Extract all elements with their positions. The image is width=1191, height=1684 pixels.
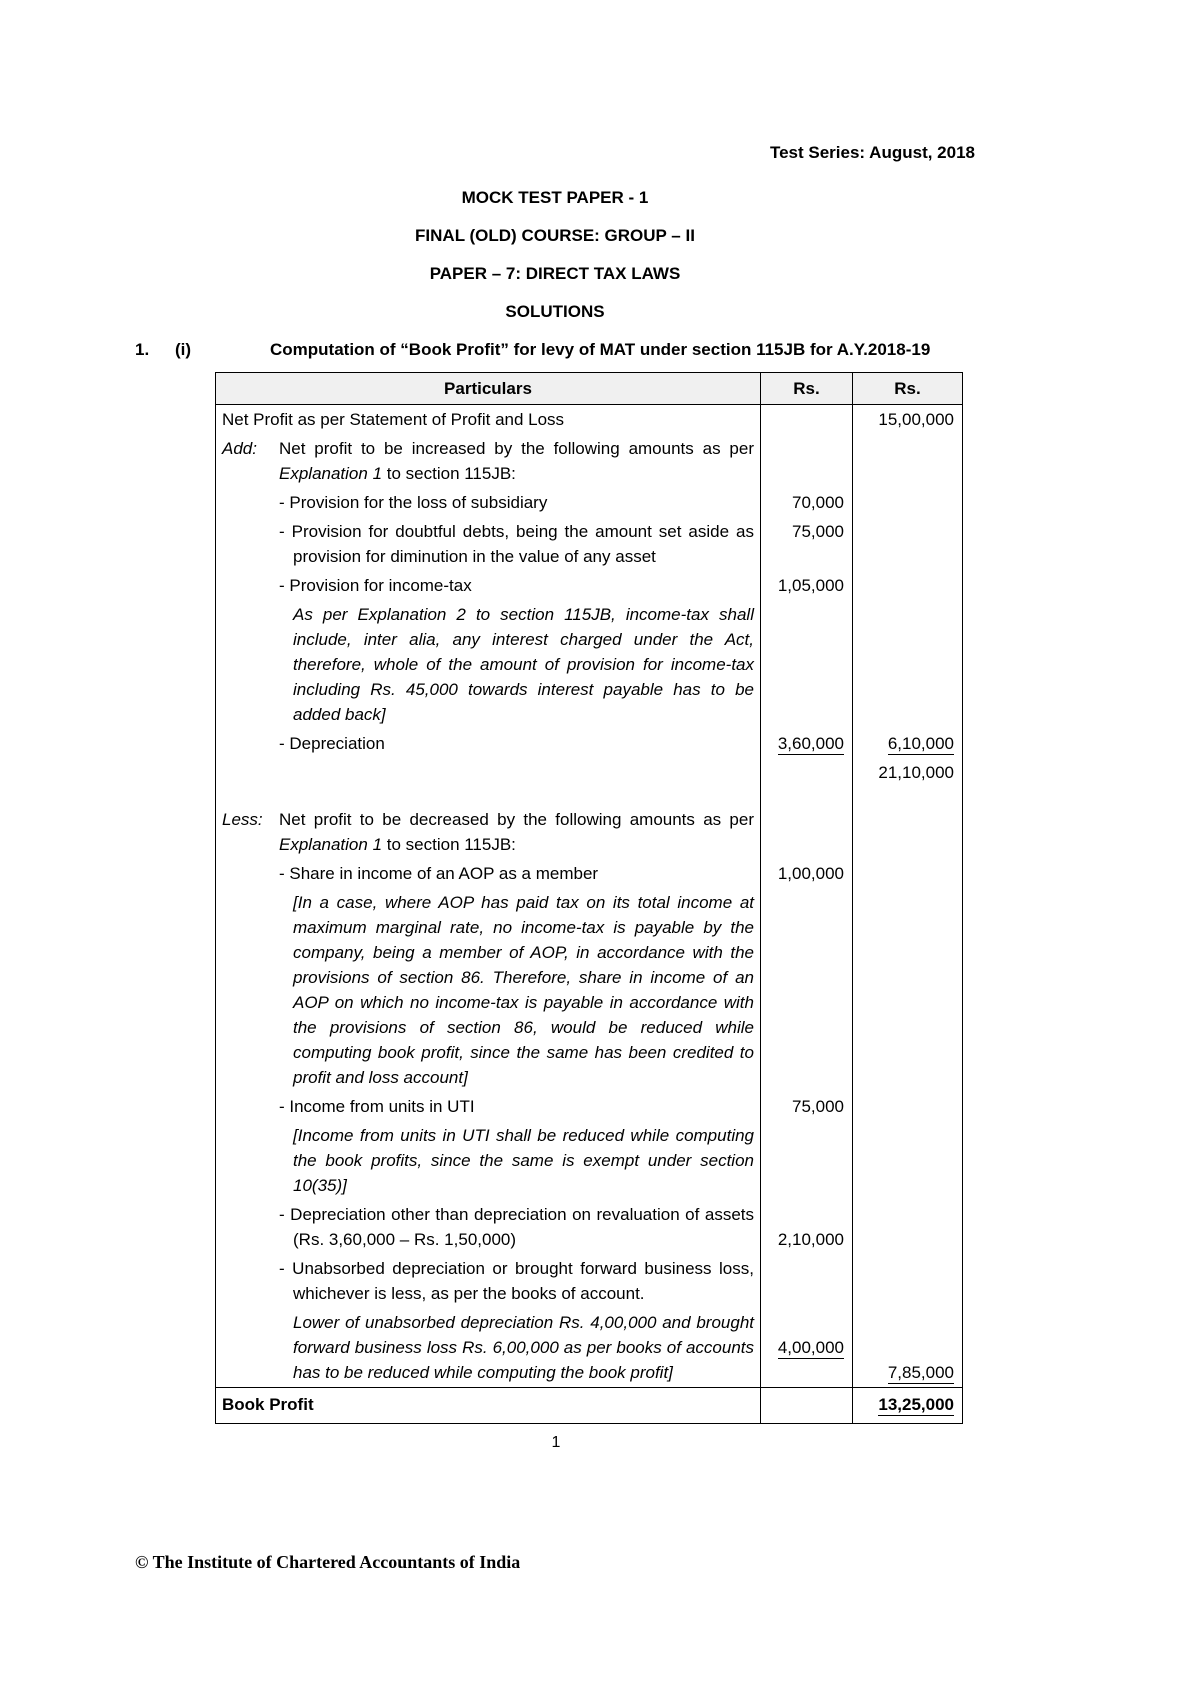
- amount-value: 1,00,000: [777, 864, 844, 883]
- amount-cell-1: [761, 1092, 853, 1121]
- amount-cell-2: [853, 758, 963, 805]
- heading-mock-test-paper: MOCK TEST PAPER - 1: [461, 188, 649, 207]
- amount-value: 1,05,000: [777, 576, 844, 595]
- table-row-item: [216, 859, 963, 888]
- page-number: 1: [551, 1434, 561, 1451]
- table-row-note: [216, 600, 963, 729]
- table-row-item: [216, 729, 963, 758]
- heading-solutions: SOLUTIONS: [505, 302, 605, 321]
- amount-cell-2: [853, 1200, 963, 1254]
- amount-value: 75,000: [792, 1097, 844, 1116]
- amount-cell-1: [761, 488, 853, 517]
- amount-cell-1: [761, 1200, 853, 1254]
- amount-value: 6,10,000: [887, 734, 954, 753]
- header-rs-1: Rs.: [761, 373, 853, 405]
- amount-cell-2: [853, 1388, 963, 1424]
- table-row-section: [216, 434, 963, 488]
- particulars-cell: [216, 758, 761, 805]
- amount-cell-1: [761, 405, 853, 435]
- book-profit-computation-table: [215, 372, 963, 1424]
- particulars-cell: [In a case, where AOP has paid tax on its total income at maximum marginal rate, no income-tax is payable by the company, being a member of AOP, in accordance with the provisions of section 86. Therefore, share in income of an AOP on which no income-tax is payable in accordance with the provisions of section 86, would be reduced while computing book profit, since the same has been credited to profit and loss account]: [216, 888, 761, 1092]
- particulars-cell: - Provision for income-tax: [216, 571, 761, 600]
- amount-value: 7,85,000: [887, 1363, 954, 1382]
- question-line: [135, 337, 975, 362]
- amount-value: 75,000: [792, 522, 844, 541]
- amount-cell-2: [853, 729, 963, 758]
- header-rs-2: Rs.: [853, 373, 963, 405]
- table-row-total: [216, 1388, 963, 1424]
- amount-value: 4,00,000: [777, 1338, 844, 1357]
- copyright-notice: © The Institute of Chartered Accountants of India: [135, 1552, 521, 1572]
- table-row-note: [216, 1308, 963, 1388]
- heading-paper: PAPER – 7: DIRECT TAX LAWS: [429, 264, 681, 283]
- amount-cell-1: [761, 434, 853, 488]
- particulars-cell: - Depreciation: [216, 729, 761, 758]
- table-row-sum: [216, 758, 963, 805]
- particulars-cell: Add: Net profit to be increased by the following amounts as per Explanation 1 to section 115JB:: [216, 434, 761, 488]
- particulars-cell: Book Profit: [216, 1388, 761, 1424]
- amount-cell-1: [761, 1254, 853, 1308]
- particulars-cell: - Unabsorbed depreciation or brought forward business loss, whichever is less, as per the books of account.: [216, 1254, 761, 1308]
- amount-cell-2: [853, 488, 963, 517]
- particulars-cell: - Income from units in UTI: [216, 1092, 761, 1121]
- test-series-label: Test Series: August, 2018: [769, 143, 975, 162]
- amount-cell-1: [761, 571, 853, 600]
- amount-value: 2,10,000: [777, 1230, 844, 1249]
- table-row-item: [216, 488, 963, 517]
- document-headings: [135, 185, 975, 324]
- amount-cell-1: [761, 758, 853, 805]
- particulars-cell: - Depreciation other than depreciation on revaluation of assets (Rs. 3,60,000 – Rs. 1,50,000): [216, 1200, 761, 1254]
- header-particulars: Particulars: [216, 373, 761, 405]
- amount-cell-2: [853, 1308, 963, 1388]
- table-body: [216, 405, 963, 1424]
- amount-value: 3,60,000: [777, 734, 844, 753]
- particulars-cell: - Share in income of an AOP as a member: [216, 859, 761, 888]
- particulars-cell: Net Profit as per Statement of Profit and Loss: [216, 405, 761, 435]
- amount-cell-1: [761, 1121, 853, 1200]
- amount-cell-1: [761, 1308, 853, 1388]
- question-number: 1.: [135, 340, 150, 359]
- computation-title: Computation of “Book Profit” for levy of MAT under section 115JB for A.Y.2018-19: [270, 340, 931, 359]
- amount-cell-2: [853, 571, 963, 600]
- particulars-cell: Less: Net profit to be decreased by the following amounts as per Explanation 1 to section 115JB:: [216, 805, 761, 859]
- table-header: [216, 373, 963, 405]
- table-row-item: [216, 517, 963, 571]
- table-row-item: [216, 571, 963, 600]
- section-label: Less:: [222, 810, 263, 829]
- amount-cell-2: [853, 1121, 963, 1200]
- amount-cell-2: [853, 517, 963, 571]
- table-row-item: [216, 1092, 963, 1121]
- amount-cell-1: [761, 805, 853, 859]
- amount-cell-2: [853, 1092, 963, 1121]
- particulars-cell: - Provision for the loss of subsidiary: [216, 488, 761, 517]
- table-row-section: [216, 805, 963, 859]
- table-row-plain: [216, 405, 963, 435]
- amount-value: 13,25,000: [878, 1395, 954, 1414]
- amount-value: 15,00,000: [878, 410, 954, 429]
- amount-cell-2: [853, 434, 963, 488]
- amount-cell-1: [761, 517, 853, 571]
- question-part: (i): [175, 340, 192, 359]
- amount-cell-2: [853, 1254, 963, 1308]
- amount-cell-2: [853, 859, 963, 888]
- amount-value: 70,000: [792, 493, 844, 512]
- amount-cell-2: [853, 600, 963, 729]
- particulars-cell: - Provision for doubtful debts, being the amount set aside as provision for diminution in the value of any asset: [216, 517, 761, 571]
- amount-cell-2: [853, 805, 963, 859]
- table-row-note: [216, 1121, 963, 1200]
- amount-cell-1: [761, 729, 853, 758]
- amount-cell-1: [761, 888, 853, 1092]
- section-label: Add:: [222, 439, 257, 458]
- table-row-note: [216, 888, 963, 1092]
- amount-cell-1: [761, 859, 853, 888]
- amount-cell-2: [853, 405, 963, 435]
- particulars-cell: [Income from units in UTI shall be reduced while computing the book profits, since the same is exempt under section 10(35)]: [216, 1121, 761, 1200]
- amount-cell-1: [761, 1388, 853, 1424]
- heading-course: FINAL (OLD) COURSE: GROUP – II: [415, 226, 695, 245]
- table-row-item: [216, 1200, 963, 1254]
- particulars-cell: Lower of unabsorbed depreciation Rs. 4,00,000 and brought forward business loss Rs. 6,00,000 as per books of accounts has to be reduced while computing the book profit]: [216, 1308, 761, 1388]
- amount-value: 21,10,000: [878, 763, 954, 782]
- amount-cell-2: [853, 888, 963, 1092]
- particulars-cell: As per Explanation 2 to section 115JB, income-tax shall include, inter alia, any interest charged under the Act, therefore, whole of the amount of provision for income-tax including Rs. 45,000 towards interest payable has to be added back]: [216, 600, 761, 729]
- amount-cell-1: [761, 600, 853, 729]
- table-row-item: [216, 1254, 963, 1308]
